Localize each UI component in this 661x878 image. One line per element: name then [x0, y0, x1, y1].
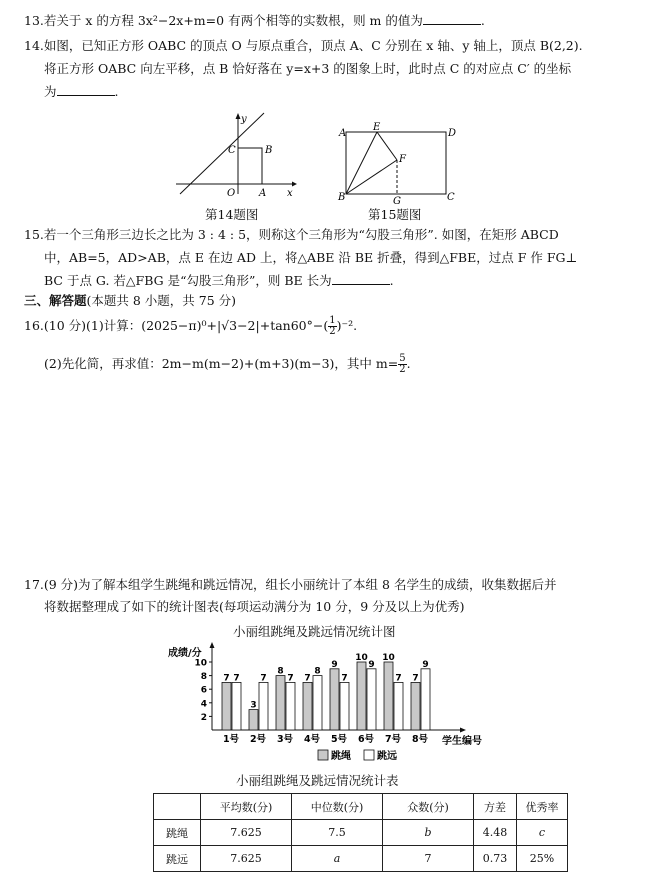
fig14-label-y: y [241, 114, 247, 125]
q14-line3-text: 为 [44, 84, 57, 99]
table-cell: c [517, 820, 568, 846]
chart-bar-tiaosheng [357, 662, 366, 730]
q17-line2: 将数据整理成了如下的统计图表(每项运动满分为 10 分，9 分及以上为优秀) [44, 599, 465, 614]
chart-data-label: 7 [260, 673, 267, 684]
table-cell: 0.73 [474, 846, 517, 872]
table-header-cell: 方差 [474, 794, 517, 820]
chart-data-label: 3 [250, 700, 257, 711]
q14-tail: . [114, 84, 119, 99]
fig15-label-F: F [399, 154, 406, 165]
chart-data-label: 7 [233, 673, 240, 684]
chart-data-label: 9 [422, 659, 429, 670]
fig14-caption: 第14题图 [205, 207, 259, 222]
q17-line1: 17.(9 分)为了解本组学生跳绳和跳远情况，组长小丽统计了本组 8 名学生的成绩，收集数据后并 [24, 577, 557, 592]
chart-y-tick-label: 10 [194, 658, 207, 669]
chart-bar-tiaosheng [384, 662, 393, 730]
chart-y-tick-label: 6 [200, 685, 207, 696]
fig15-label-D: D [448, 128, 457, 139]
chart-data-label: 9 [368, 659, 375, 670]
fig15-label-C: C [447, 192, 455, 203]
fig15-label-G: G [393, 196, 401, 204]
chart-legend-swatch [364, 750, 374, 760]
fig15-label-E: E [373, 122, 381, 133]
chart-x-tick-label: 4号 [303, 734, 321, 745]
chart-legend-label: 跳绳 [331, 751, 351, 762]
fig15-segment-BF [346, 160, 397, 194]
table-cell: 25% [517, 846, 568, 872]
chart-bar-tiaoyuan [421, 669, 430, 730]
q16-part2-text: (2)先化简，再求值：2m−m(m−2)+(m+3)(m−3)，其中 m= [44, 356, 399, 371]
q16-part1-text: 16.(10 分)(1)计算：(2025−π)⁰+|√3−2|+tan60°−( [24, 318, 329, 333]
q16-part2-num: 5 [399, 353, 406, 364]
chart-data-label: 10 [382, 653, 395, 663]
fig15-segment-BE [346, 132, 377, 194]
table-cell: 4.48 [474, 820, 517, 846]
figure-14 [170, 110, 300, 198]
q15-line3-text: BC 于点 G. 若△FBG 是“勾股三角形”，则 BE 长为 [44, 273, 332, 288]
chart-ylabel: 成绩/分 [168, 648, 202, 659]
chart-bar-tiaoyuan [340, 682, 349, 730]
chart-bar-tiaosheng [330, 669, 339, 730]
chart-bar-tiaoyuan [313, 676, 322, 730]
chart-x-tick-label: 2号 [249, 734, 267, 745]
section-3-title: 三、解答题 [24, 293, 87, 308]
chart-bar-tiaoyuan [286, 682, 295, 730]
chart-bar-tiaoyuan [367, 669, 376, 730]
q15-tail: . [389, 273, 394, 288]
q16-part1 [24, 316, 357, 337]
table-row [154, 846, 568, 872]
stats-table [153, 793, 568, 872]
fig15-label-A: A [339, 128, 347, 139]
fig15-label-B: B [338, 192, 346, 203]
q16-part1-num: 1 [329, 315, 336, 326]
table-cell: 跳远 [154, 846, 201, 872]
table-header-cell: 中位数(分) [292, 794, 383, 820]
chart-x-tick-label: 7号 [384, 734, 402, 745]
section-3-header [24, 292, 236, 310]
q16-part2-tail: . [406, 356, 411, 371]
table-cell: 跳绳 [154, 820, 201, 846]
fig14-square [238, 148, 262, 184]
table-header-cell: 众数(分) [383, 794, 474, 820]
chart-data-label: 7 [412, 673, 419, 684]
chart-y-tick-label: 8 [200, 672, 207, 683]
q15-answer-blank[interactable] [332, 272, 390, 285]
q16-part2 [44, 354, 411, 375]
chart-y-tick-label: 4 [200, 699, 207, 710]
fig14-label-A: A [259, 188, 267, 198]
fig15-caption: 第15题图 [368, 207, 422, 222]
question-13 [24, 12, 485, 30]
fig14-label-x: x [287, 188, 293, 198]
chart-data-label: 9 [331, 659, 338, 670]
fig14-label-B: B [265, 145, 273, 156]
chart-x-tick-label: 8号 [411, 734, 429, 745]
chart-bar-tiaosheng [411, 682, 420, 730]
q15-line3 [44, 272, 394, 290]
chart-x-tick-label: 6号 [357, 734, 375, 745]
chart-data-label: 8 [314, 666, 321, 677]
fig14-x-arrow [292, 182, 297, 187]
chart-title: 小丽组跳绳及跳远情况统计图 [233, 624, 396, 639]
q15-line1: 15.若一个三角形三边长之比为 3 : 4 : 5，则称这个三角形为“勾股三角形”. 如图，在矩形 ABCD [24, 227, 559, 242]
table-title: 小丽组跳绳及跳远情况统计表 [236, 773, 399, 788]
chart-bar-tiaosheng [276, 676, 285, 730]
table-row [154, 820, 568, 846]
chart-bar-tiaosheng [249, 710, 258, 730]
chart-legend-swatch [318, 750, 328, 760]
fig14-y-arrow [236, 113, 241, 119]
q16-part1-fraction [328, 316, 336, 337]
fig15-segment-EF [377, 132, 397, 160]
chart-bar-tiaoyuan [394, 682, 403, 730]
q14-line2: 将正方形 OABC 向左平移，点 B 恰好落在 y=x+3 的图象上时，此时点 C 的对应点 C′ 的坐标 [44, 61, 572, 76]
chart-data-label: 7 [341, 673, 348, 684]
chart-x-arrow [460, 728, 466, 733]
chart-data-label: 7 [223, 673, 230, 684]
chart-bar-tiaosheng [222, 682, 231, 730]
fig14-label-C: C [228, 145, 236, 156]
table-header-row [154, 794, 568, 820]
q14-answer-blank[interactable] [57, 83, 115, 96]
chart-data-label: 7 [395, 673, 402, 684]
chart-bar-tiaoyuan [232, 682, 241, 730]
table-cell: 7 [383, 846, 474, 872]
chart-data-label: 8 [277, 666, 284, 677]
figure-15 [336, 122, 458, 204]
table-header-cell [154, 794, 201, 820]
chart-data-label: 7 [287, 673, 294, 684]
table-cell: 7.625 [201, 846, 292, 872]
table-cell: 7.625 [201, 820, 292, 846]
fig14-line [180, 113, 264, 194]
chart-y-arrow [210, 642, 215, 648]
q16-part2-den: 2 [399, 364, 406, 375]
chart-bar-tiaoyuan [259, 682, 268, 730]
chart-x-tick-label: 1号 [222, 734, 240, 745]
q16-part2-fraction [398, 354, 406, 375]
fig14-label-O: O [227, 188, 236, 198]
chart-x-tick-label: 5号 [330, 734, 348, 745]
q13-text: 13.若关于 x 的方程 3x²−2x+m=0 有两个相等的实数根，则 m 的值为 [24, 13, 423, 28]
chart-xlabel: 学生编号 [442, 736, 482, 747]
chart-data-label: 10 [355, 653, 368, 663]
chart-data-label: 7 [304, 673, 311, 684]
table-cell: b [383, 820, 474, 846]
q13-answer-blank[interactable] [423, 12, 481, 25]
chart-y-tick-label: 2 [200, 712, 207, 723]
bar-chart [160, 640, 500, 768]
chart-x-tick-label: 3号 [276, 734, 294, 745]
q15-line2: 中，AB=5，AD>AB，点 E 在边 AD 上，将△ABE 沿 BE 折叠，得到△FBE，过点 F 作 FG⊥ [44, 250, 578, 265]
q13-tail: . [480, 13, 485, 28]
chart-bar-tiaosheng [303, 682, 312, 730]
q16-part1-tail: )⁻². [336, 318, 358, 333]
table-cell: a [292, 846, 383, 872]
q14-line1: 14.如图，已知正方形 OABC 的顶点 O 与原点重合，顶点 A、C 分别在 x 轴、y 轴上，顶点 B(2,2). [24, 38, 583, 53]
chart-legend-label: 跳远 [377, 751, 397, 762]
table-cell: 7.5 [292, 820, 383, 846]
table-header-cell: 优秀率 [517, 794, 568, 820]
table-header-cell: 平均数(分) [201, 794, 292, 820]
q16-part1-den: 2 [329, 326, 336, 337]
q14-line3 [44, 83, 119, 101]
section-3-note: (本题共 8 小题，共 75 分) [86, 293, 237, 308]
